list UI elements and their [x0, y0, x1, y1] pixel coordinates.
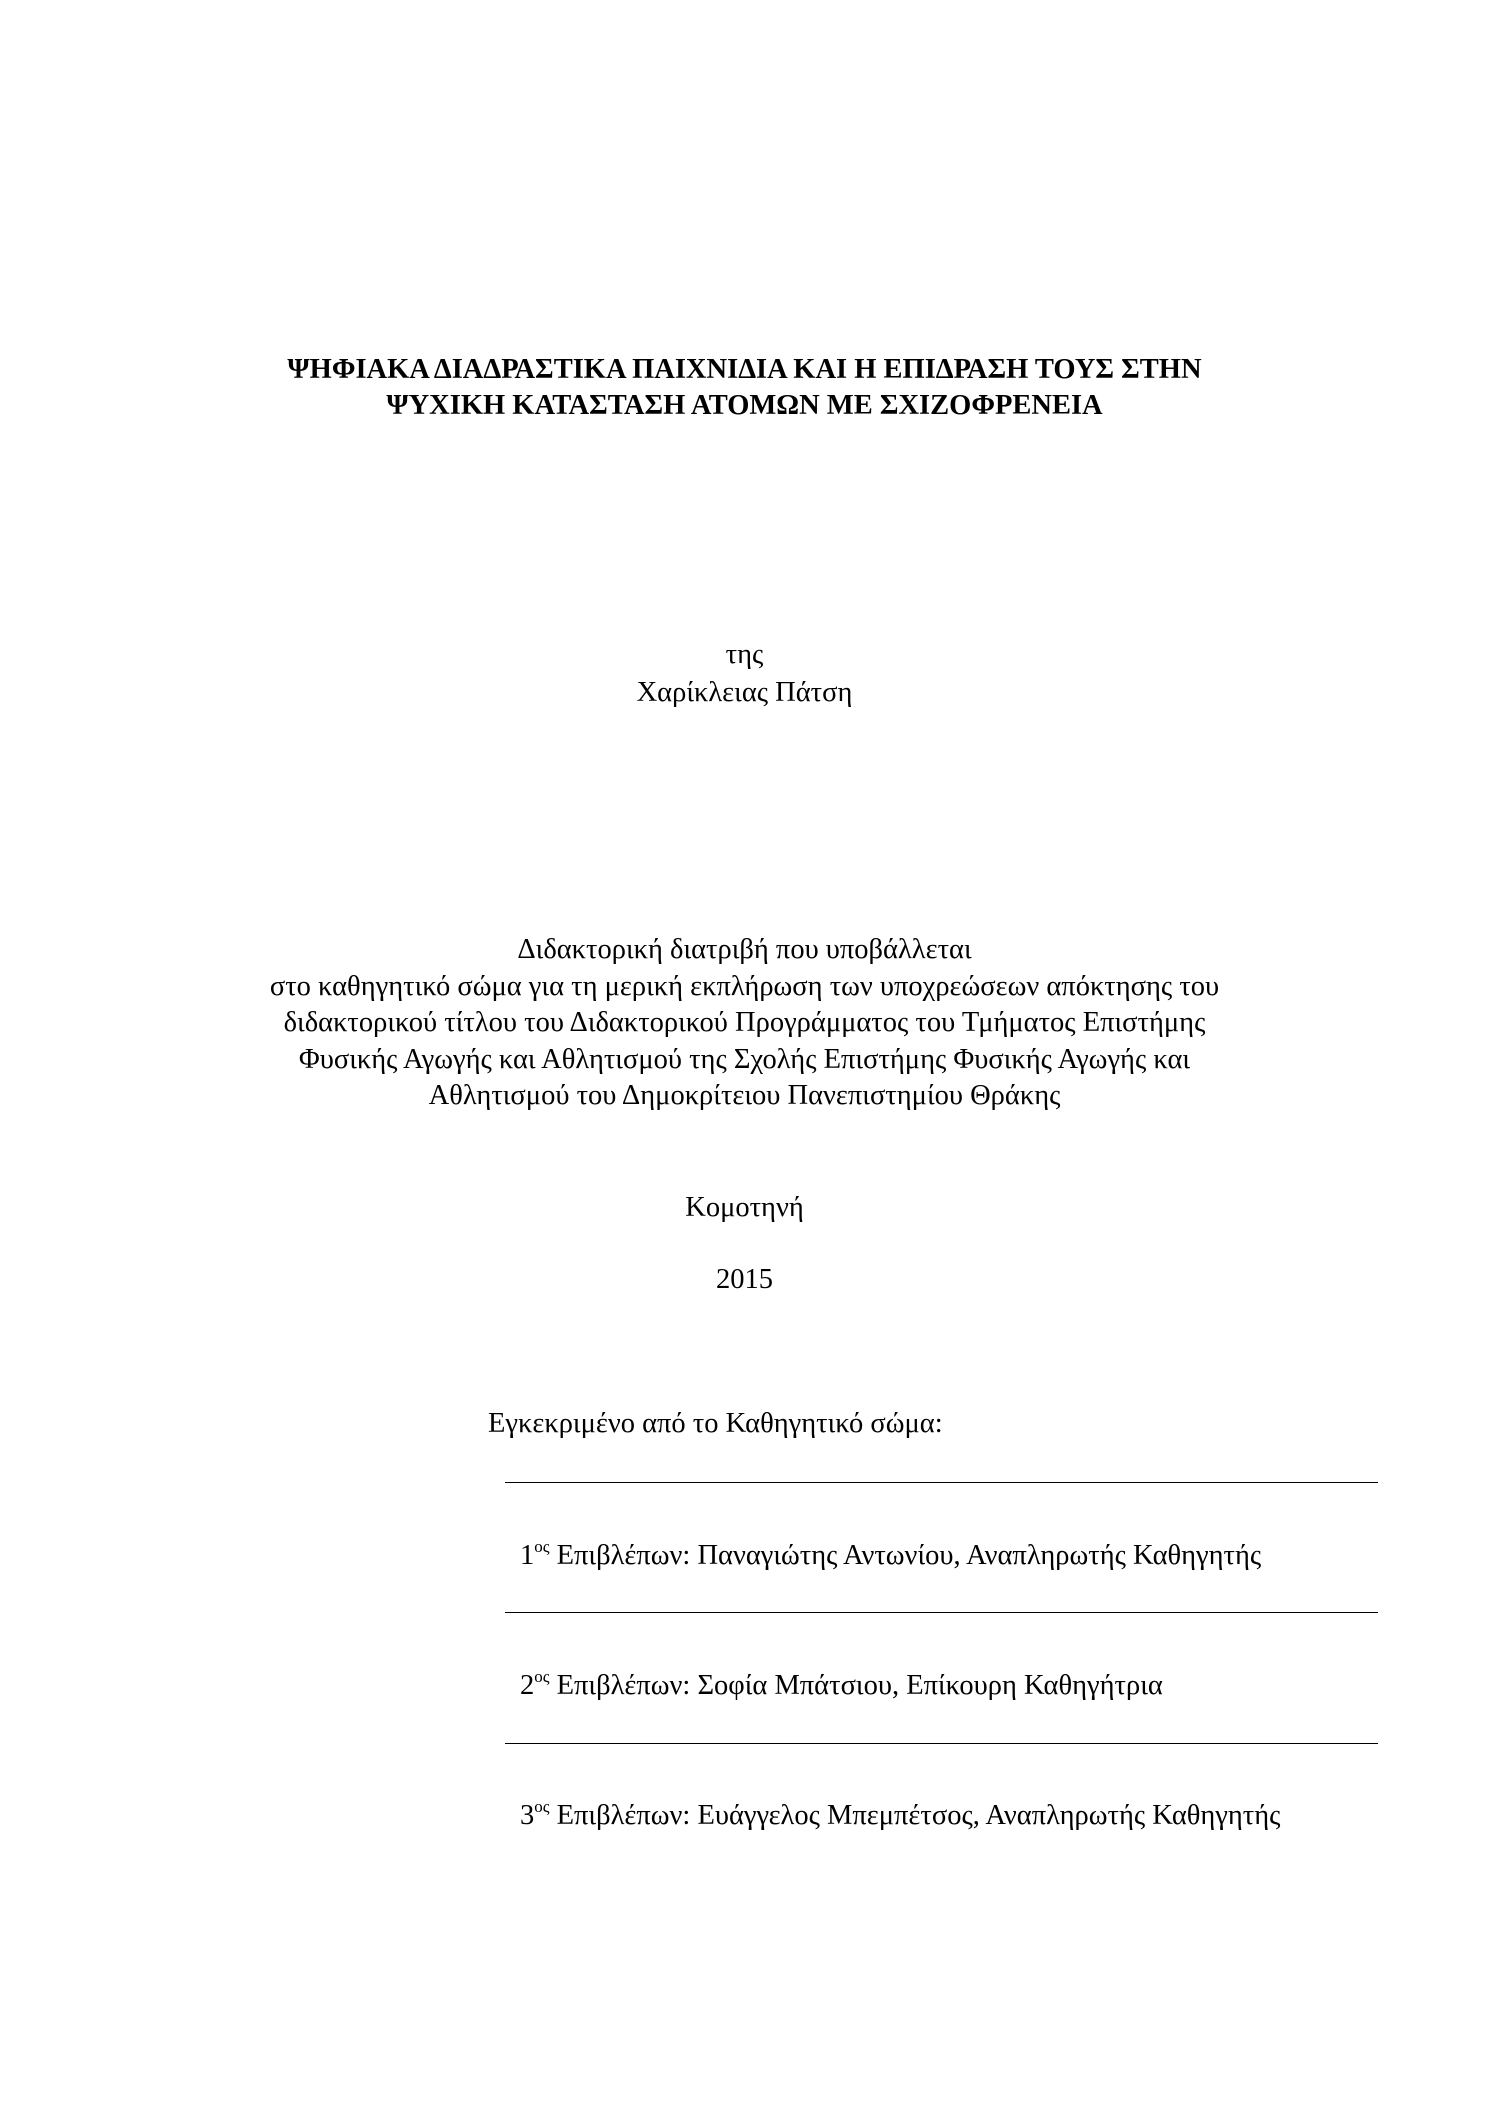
supervisor-2 — [520, 1668, 1163, 1704]
supervisor-text: Επιβλέπων: Σοφία Μπάτσιου, Επίκουρη Καθηγήτρια — [549, 1670, 1163, 1701]
signature-line-3 — [505, 1743, 1378, 1744]
supervisor-text: Επιβλέπων: Παναγιώτης Αντωνίου, Αναπληρωτής Καθηγητής — [549, 1540, 1262, 1571]
year: 2015 — [716, 1264, 773, 1295]
thesis-statement-line: Διδακτορική διατριβή που υποβάλλεται — [517, 934, 972, 965]
thesis-statement-line: Αθλητισμού του Δημοκρίτειου Πανεπιστημίου Θράκης — [428, 1080, 1061, 1111]
author-prefix: της — [725, 639, 764, 670]
author-name: Χαρίκλειας Πάτση — [636, 677, 853, 708]
thesis-title-line-1: ΨΗΦΙΑΚΑ ΔΙΑΔΡΑΣΤΙΚΑ ΠΑΙΧΝΙΔΙΑ ΚΑΙ Η ΕΠΙΔΡΑΣΗ ΤΟΥΣ ΣΤΗΝ — [287, 354, 1202, 385]
supervisor-1 — [520, 1538, 1261, 1574]
supervisor-ordinal: ος — [534, 1666, 550, 1686]
author-block — [0, 636, 1489, 712]
supervisor-ordinal: ος — [534, 1536, 550, 1556]
committee-heading: Εγκεκριμένο από το Καθηγητικό σώμα: — [488, 1408, 943, 1439]
supervisor-text: Επιβλέπων: Ευάγγελος Μπεμπέτσος, Αναπληρωτής Καθηγητής — [549, 1800, 1281, 1831]
supervisor-number: 3 — [520, 1800, 535, 1831]
supervisor-ordinal: ος — [534, 1796, 550, 1816]
signature-line-2 — [505, 1612, 1378, 1613]
place: Κομοτηνή — [685, 1192, 804, 1223]
thesis-statement — [0, 932, 1489, 1115]
thesis-title — [0, 352, 1489, 424]
supervisor-3 — [520, 1798, 1280, 1834]
thesis-title-line-2: ΨΥΧΙΚΗ ΚΑΤΑΣΤΑΣΗ ΑΤΟΜΩΝ ΜΕ ΣΧΙΖΟΦΡΕΝΕΙΑ — [386, 390, 1103, 421]
thesis-statement-line: στο καθηγητικό σώμα για τη μερική εκπλήρωση των υποχρεώσεων απόκτησης του — [269, 970, 1220, 1002]
supervisor-number: 2 — [520, 1670, 535, 1701]
signature-line-1 — [505, 1482, 1378, 1483]
supervisor-number: 1 — [520, 1540, 535, 1571]
thesis-statement-line: Φυσικής Αγωγής και Αθλητισμού της Σχολής Επιστήμης Φυσικής Αγωγής και — [298, 1043, 1191, 1075]
thesis-statement-line: διδακτορικού τίτλου του Διδακτορικού Προγράμματος του Τμήματος Επιστήμης — [283, 1007, 1206, 1038]
